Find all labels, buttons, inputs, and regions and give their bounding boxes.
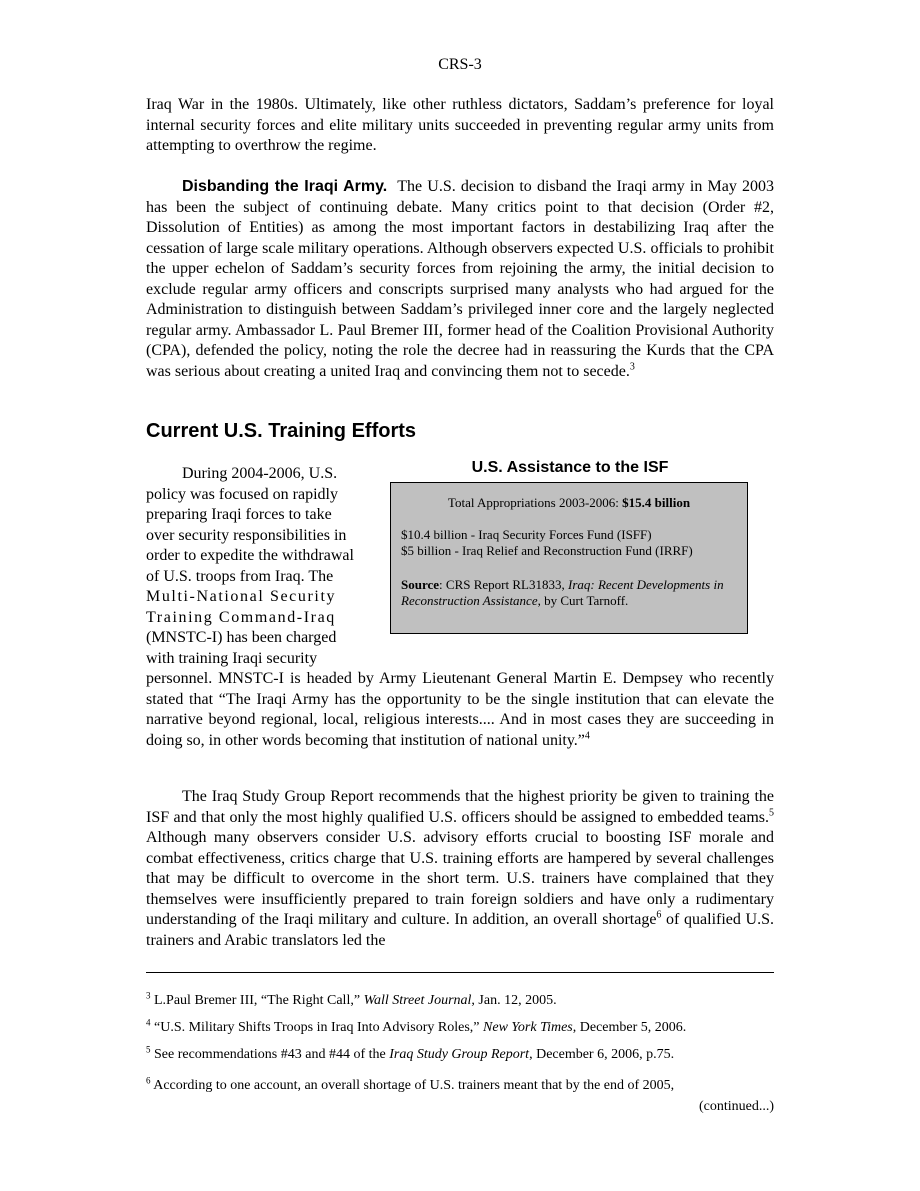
intro-paragraph: [146, 95, 774, 157]
footnote-ref-3[interactable]: 3: [629, 361, 635, 373]
footnote-5: [146, 1046, 774, 1063]
sidebar-line-isff: $10.4 billion - Iraq Security Forces Fund (ISFF): [401, 527, 652, 542]
sidebar-box: [390, 482, 748, 634]
narrow-line-7: Multi-National Security: [146, 588, 337, 605]
section-heading: Current U.S. Training Efforts: [146, 420, 417, 442]
footnote-4-number: 4: [146, 1017, 151, 1028]
footnote-5-post: , December 6, 2006, p.75.: [529, 1047, 675, 1062]
sidebar-total-label: Total Appropriations 2003-2006:: [447, 495, 623, 510]
footnote-4-italic: New York Times: [483, 1020, 573, 1035]
footnote-5-italic: Iraq Study Group Report: [389, 1047, 530, 1062]
intro-text: Iraq War in the 1980s. Ultimately, like other ruthless dictators, Saddam’s preference for loyal internal security forces and elite military units succeeded in preventing regular army units from attempting to overthrow the regime.: [146, 96, 774, 154]
page-number: CRS-3: [438, 56, 482, 73]
narrow-line-9: (MNSTC-I) has been charged: [146, 629, 337, 646]
footnote-ref-6[interactable]: 6: [656, 909, 662, 921]
footnote-6-number: 6: [146, 1075, 151, 1086]
narrow-line-6: of U.S. troops from Iraq. The: [146, 567, 334, 585]
sidebar-source-label: Source: [401, 577, 440, 592]
isg-paragraph: [146, 787, 774, 951]
sidebar-source: [401, 577, 739, 609]
footnote-3: [146, 992, 774, 1009]
disbanding-heading: Disbanding the Iraqi Army.: [182, 178, 388, 195]
sidebar-total: [391, 495, 747, 511]
footnote-5-number: 5: [146, 1044, 151, 1055]
footnote-3-italic: Wall Street Journal: [363, 993, 472, 1008]
narrow-line-8: Training Command-Iraq: [146, 608, 336, 626]
sidebar-source-post: , by Curt Tarnoff.: [537, 593, 629, 608]
footnote-3-pre: L.Paul Bremer III, “The Right Call,”: [150, 993, 364, 1008]
narrow-line-5: order to expedite the withdrawal: [146, 547, 354, 564]
sidebar-source-pre: : CRS Report RL31833,: [439, 577, 568, 592]
training-full-text: personnel. MNSTC-I is headed by Army Lieutenant General Martin E. Dempsey who recently stated that “The Iraqi Army has the opportunity to be the single institution that can elevate the narrative beyond regional, local, religious interests.... And in most cases they are succeeding in doing so, in other words becoming that institution of national unity.”: [146, 670, 774, 749]
isg-text-2: Although many observers consider U.S. advisory efforts crucial to boosting ISF morale and combat effectiveness, critics charge that U.S. training efforts are hampered by several challenges that may be difficult to overcome in the short term. U.S. trainers have complained that they themselves were insufficiently prepared to train foreign soldiers and have only a rudimentary understanding of the Iraqi military and culture. In addition, an overall shortage: [146, 829, 774, 928]
narrow-line-3: preparing Iraqi forces to take: [146, 506, 332, 523]
footnote-divider: [146, 972, 774, 973]
continued-note: (continued...): [698, 1099, 774, 1114]
sidebar-line-irrf: $5 billion - Iraq Relief and Reconstruction Fund (IRRF): [401, 543, 693, 558]
footnote-6: [146, 1077, 774, 1094]
narrow-line-1: During 2004-2006, U.S.: [182, 465, 338, 482]
footnote-3-post: , Jan. 12, 2005.: [471, 993, 557, 1008]
footnote-4: [146, 1019, 774, 1036]
footnote-ref-4[interactable]: 4: [584, 730, 590, 742]
isg-text-3: of qualified U.S. trainers and Arabic translators led the: [146, 911, 774, 949]
isg-text-1: The Iraq Study Group Report recommends that the highest priority be given to training the ISF and that only the most highly qualified U.S. officers should be assigned to embedded teams.: [146, 788, 774, 826]
narrow-line-2: policy was focused on rapidly: [146, 485, 338, 503]
sidebar-total-value: $15.4 billion: [622, 495, 691, 510]
footnote-4-post: , December 5, 2006.: [572, 1020, 687, 1035]
disbanding-paragraph: [146, 177, 774, 382]
footnote-5-pre: See recommendations #43 and #44 of the: [150, 1047, 390, 1062]
disbanding-body: The U.S. decision to disband the Iraqi army in May 2003 has been the subject of continuing debate. Many critics point to that decision (Order #2, Dissolution of Entities) as among the most important factors in destabilizing Iraq after the cessation of large scale military operations. Although observers expected U.S. officials to prohibit the upper echelon of Saddam’s security forces from rejoining the army, the initial decision to exclude regular army officers and conscripts surprised many analysts who had argued for the Administration to distinguish between Saddam’s privileged inner core and the largely neglected regular army. Ambassador L. Paul Bremer III, former head of the Coalition Provisional Authority (CPA), defended the policy, noting the role the decree had in reassuring the Kurds that the CPA was serious about creating a united Iraq and convincing them not to secede.: [146, 178, 775, 380]
training-paragraph-continued: [146, 669, 774, 751]
footnote-4-pre: “U.S. Military Shifts Troops in Iraq Into Advisory Roles,”: [150, 1020, 484, 1035]
footnote-3-number: 3: [146, 990, 151, 1001]
sidebar-lines: [401, 527, 739, 559]
training-narrow-column: [146, 464, 373, 669]
narrow-line-10: with training Iraqi security: [146, 649, 318, 667]
sidebar-source-title: Iraq: Recent Developments in Reconstruction Assistance: [401, 577, 724, 608]
footnote-ref-5[interactable]: 5: [769, 807, 774, 819]
sidebar-title: U.S. Assistance to the ISF: [471, 459, 669, 476]
narrow-line-4: over security responsibilities in: [146, 526, 347, 544]
footnote-6-text: According to one account, an overall shortage of U.S. trainers meant that by the end of 2005,: [150, 1078, 675, 1093]
